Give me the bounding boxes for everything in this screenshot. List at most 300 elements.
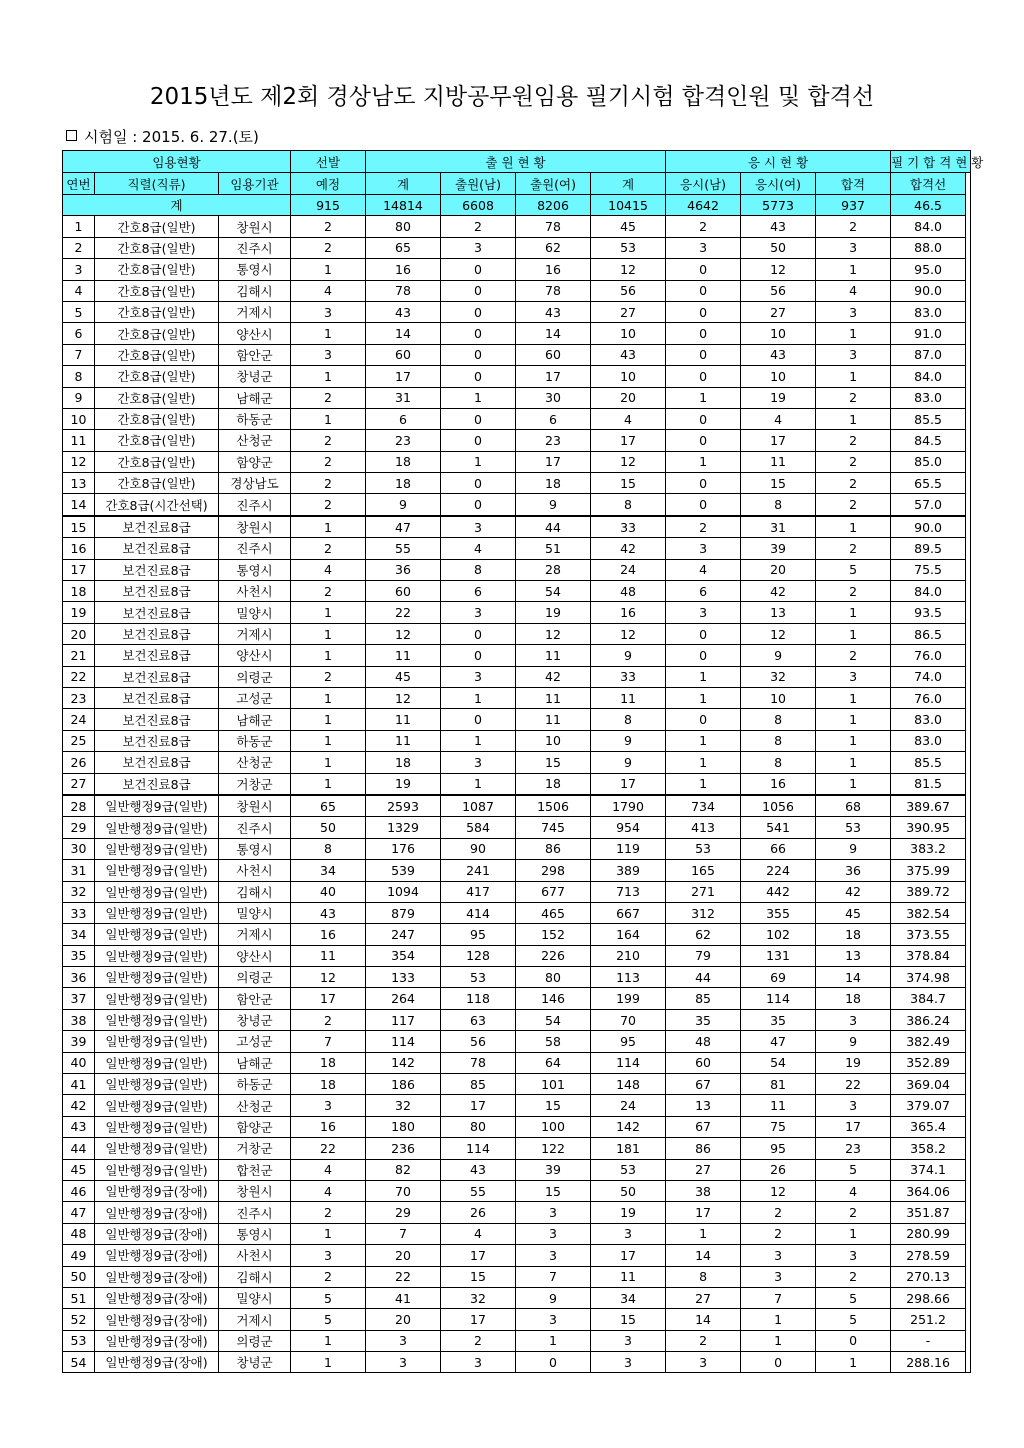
job-title: 일반행정9급(일반)	[95, 1116, 219, 1137]
applicants-total: 176	[366, 838, 441, 859]
exam-date-text: 시험일 : 2015. 6. 27.(토)	[84, 128, 259, 146]
table-row	[63, 387, 971, 408]
passed-count: 1	[816, 1223, 891, 1244]
applicants-female: 12	[516, 623, 591, 644]
examinees-total: 15	[591, 473, 666, 494]
examinees-male: 1	[666, 451, 741, 472]
examinees-female: 43	[741, 344, 816, 365]
examinees-female: 131	[741, 945, 816, 966]
applicants-female: 39	[516, 1159, 591, 1180]
job-title: 간호8급(일반)	[95, 430, 219, 451]
row-no: 28	[63, 795, 95, 817]
examinees-male: 1	[666, 666, 741, 687]
agency: 진주시	[219, 237, 291, 258]
applicants-female: 100	[516, 1116, 591, 1137]
job-title: 일반행정9급(일반)	[95, 860, 219, 881]
row-no: 43	[63, 1116, 95, 1137]
applicants-male: 4	[441, 1223, 516, 1244]
examinees-total: 56	[591, 280, 666, 301]
planned-selection: 1	[291, 408, 366, 429]
examinees-male: 3	[666, 602, 741, 623]
applicants-male: 2	[441, 216, 516, 237]
applicants-female: 3	[516, 1202, 591, 1223]
applicants-female: 9	[516, 494, 591, 516]
planned-selection: 1	[291, 516, 366, 538]
passed-count: 1	[816, 516, 891, 538]
passed-count: 3	[816, 666, 891, 687]
applicants-female: 465	[516, 902, 591, 923]
applicants-total: 78	[366, 280, 441, 301]
applicants-total: 18	[366, 451, 441, 472]
table-row	[63, 581, 971, 602]
table-row	[63, 860, 971, 881]
examinees-female: 1056	[741, 795, 816, 817]
examinees-female: 11	[741, 1095, 816, 1116]
examinees-total: 45	[591, 216, 666, 237]
row-no: 48	[63, 1223, 95, 1244]
job-title: 간호8급(일반)	[95, 387, 219, 408]
job-title: 보건진료8급	[95, 666, 219, 687]
applicants-total: 1329	[366, 817, 441, 838]
examinees-male: 2	[666, 1330, 741, 1351]
agency: 양산시	[219, 645, 291, 666]
applicants-male: 241	[441, 860, 516, 881]
applicants-total: 19	[366, 773, 441, 795]
table-row	[63, 366, 971, 387]
job-title: 일반행정9급(일반)	[95, 1074, 219, 1095]
applicants-total: 236	[366, 1138, 441, 1159]
cutoff-score: 91.0	[891, 323, 966, 344]
applicants-total: 65	[366, 237, 441, 258]
examinees-female: 13	[741, 602, 816, 623]
planned-selection: 1	[291, 602, 366, 623]
row-no: 8	[63, 366, 95, 387]
passed-count: 1	[816, 687, 891, 708]
applicants-male: 53	[441, 967, 516, 988]
row-no: 26	[63, 752, 95, 773]
table-row	[63, 451, 971, 472]
applicants-male: 4	[441, 538, 516, 559]
applicants-total: 47	[366, 516, 441, 538]
applicants-male: 0	[441, 408, 516, 429]
passed-count: 1	[816, 323, 891, 344]
applicants-female: 11	[516, 687, 591, 708]
row-no: 19	[63, 602, 95, 623]
examinees-total: 3	[591, 1352, 666, 1373]
table-row	[63, 323, 971, 344]
passed-count: 2	[816, 494, 891, 516]
applicants-male: 417	[441, 881, 516, 902]
header-exam-female: 응시(여)	[741, 173, 816, 195]
planned-selection: 2	[291, 494, 366, 516]
applicants-total: 23	[366, 430, 441, 451]
applicants-female: 9	[516, 1287, 591, 1308]
applicants-male: 1	[441, 730, 516, 751]
examinees-male: 0	[666, 280, 741, 301]
planned-selection: 16	[291, 1116, 366, 1137]
passed-count: 1	[816, 602, 891, 623]
job-title: 일반행정9급(일반)	[95, 838, 219, 859]
passed-count: 3	[816, 1009, 891, 1030]
planned-selection: 1	[291, 623, 366, 644]
examinees-total: 199	[591, 988, 666, 1009]
cutoff-score: 365.4	[891, 1116, 966, 1137]
applicants-male: 114	[441, 1138, 516, 1159]
examinees-total: 43	[591, 344, 666, 365]
passed-count: 23	[816, 1138, 891, 1159]
agency: 의령군	[219, 967, 291, 988]
planned-selection: 18	[291, 1052, 366, 1073]
applicants-total: 18	[366, 752, 441, 773]
examinees-female: 2	[741, 1223, 816, 1244]
applicants-male: 0	[441, 366, 516, 387]
examinees-female: 42	[741, 581, 816, 602]
applicants-female: 3	[516, 1223, 591, 1244]
agency: 창원시	[219, 795, 291, 817]
examinees-female: 224	[741, 860, 816, 881]
cutoff-score: 382.49	[891, 1031, 966, 1052]
passed-count: 2	[816, 430, 891, 451]
applicants-female: 122	[516, 1138, 591, 1159]
job-title: 간호8급(일반)	[95, 473, 219, 494]
examinees-male: 67	[666, 1074, 741, 1095]
table-row	[63, 838, 971, 859]
applicants-total: 264	[366, 988, 441, 1009]
passed-count: 1	[816, 773, 891, 795]
examinees-total: 15	[591, 1309, 666, 1330]
applicants-female: 298	[516, 860, 591, 881]
planned-selection: 1	[291, 773, 366, 795]
planned-selection: 2	[291, 1202, 366, 1223]
table-row	[63, 1180, 971, 1201]
examinees-female: 17	[741, 430, 816, 451]
examinees-total: 16	[591, 602, 666, 623]
cutoff-score: 386.24	[891, 1009, 966, 1030]
examinees-female: 10	[741, 366, 816, 387]
examinees-female: 47	[741, 1031, 816, 1052]
examinees-male: 1	[666, 387, 741, 408]
applicants-male: 0	[441, 623, 516, 644]
examinees-male: 6	[666, 581, 741, 602]
examinees-male: 44	[666, 967, 741, 988]
table-row	[63, 881, 971, 902]
examinees-male: 60	[666, 1052, 741, 1073]
planned-selection: 4	[291, 1159, 366, 1180]
job-title: 간호8급(일반)	[95, 408, 219, 429]
table-row	[63, 259, 971, 280]
examinees-total: 70	[591, 1009, 666, 1030]
applicants-total: 7	[366, 1223, 441, 1244]
examinees-male: 3	[666, 237, 741, 258]
header-exam: 응 시 현 황	[666, 151, 891, 173]
applicants-female: 7	[516, 1266, 591, 1287]
examinees-male: 1	[666, 773, 741, 795]
passed-count: 3	[816, 1245, 891, 1266]
passed-count: 45	[816, 902, 891, 923]
row-no: 13	[63, 473, 95, 494]
passed-count: 42	[816, 881, 891, 902]
examinees-female: 43	[741, 216, 816, 237]
examinees-total: 33	[591, 666, 666, 687]
header-app-male: 출원(남)	[441, 173, 516, 195]
applicants-total: 879	[366, 902, 441, 923]
applicants-male: 17	[441, 1309, 516, 1330]
examinees-total: 17	[591, 773, 666, 795]
examinees-male: 2	[666, 516, 741, 538]
examinees-total: 8	[591, 494, 666, 516]
header-cutoff: 합격선	[891, 173, 966, 195]
agency: 하동군	[219, 1074, 291, 1095]
job-title: 일반행정9급(장애)	[95, 1245, 219, 1266]
job-title: 일반행정9급(일반)	[95, 1159, 219, 1180]
examinees-total: 33	[591, 516, 666, 538]
passed-count: 53	[816, 817, 891, 838]
row-no: 36	[63, 967, 95, 988]
table-row	[63, 730, 971, 751]
examinees-total: 667	[591, 902, 666, 923]
passed-count: 5	[816, 1159, 891, 1180]
cutoff-score: 76.0	[891, 645, 966, 666]
passed-count: 1	[816, 752, 891, 773]
agency: 양산시	[219, 945, 291, 966]
examinees-total: 113	[591, 967, 666, 988]
job-title: 간호8급(일반)	[95, 366, 219, 387]
examinees-female: 12	[741, 1180, 816, 1201]
applicants-female: 60	[516, 344, 591, 365]
passed-count: 1	[816, 709, 891, 730]
cutoff-score: 383.2	[891, 838, 966, 859]
table-row	[63, 1287, 971, 1308]
row-no: 18	[63, 581, 95, 602]
examinees-female: 66	[741, 838, 816, 859]
job-title: 일반행정9급(일반)	[95, 881, 219, 902]
applicants-total: 1094	[366, 881, 441, 902]
table-row	[63, 473, 971, 494]
examinees-female: 3	[741, 1245, 816, 1266]
agency: 창원시	[219, 216, 291, 237]
table-row	[63, 988, 971, 1009]
applicants-total: 17	[366, 366, 441, 387]
examinees-male: 0	[666, 494, 741, 516]
examinees-female: 3	[741, 1266, 816, 1287]
planned-selection: 2	[291, 581, 366, 602]
passed-count: 2	[816, 216, 891, 237]
applicants-total: 16	[366, 259, 441, 280]
applicants-female: 19	[516, 602, 591, 623]
examinees-total: 17	[591, 430, 666, 451]
examinees-total: 50	[591, 1180, 666, 1201]
row-no: 1	[63, 216, 95, 237]
agency: 통영시	[219, 259, 291, 280]
table-row	[63, 216, 971, 237]
cutoff-score: -	[891, 1330, 966, 1351]
agency: 거제시	[219, 301, 291, 322]
examinees-male: 1	[666, 687, 741, 708]
passed-count: 14	[816, 967, 891, 988]
table-row	[63, 709, 971, 730]
row-no: 53	[63, 1330, 95, 1351]
job-title: 간호8급(일반)	[95, 216, 219, 237]
examinees-total: 142	[591, 1116, 666, 1137]
applicants-total: 247	[366, 924, 441, 945]
passed-count: 1	[816, 730, 891, 751]
passed-count: 9	[816, 838, 891, 859]
examinees-female: 15	[741, 473, 816, 494]
planned-selection: 34	[291, 860, 366, 881]
job-title: 보건진료8급	[95, 581, 219, 602]
cutoff-score: 375.99	[891, 860, 966, 881]
cutoff-score: 288.16	[891, 1352, 966, 1373]
examinees-total: 8	[591, 709, 666, 730]
examinees-male: 312	[666, 902, 741, 923]
cutoff-score: 74.0	[891, 666, 966, 687]
agency: 진주시	[219, 538, 291, 559]
examinees-female: 102	[741, 924, 816, 945]
cutoff-score: 390.95	[891, 817, 966, 838]
total-row	[63, 195, 971, 216]
passed-count: 9	[816, 1031, 891, 1052]
table-row	[63, 666, 971, 687]
applicants-female: 64	[516, 1052, 591, 1073]
cutoff-score: 384.7	[891, 988, 966, 1009]
header-row-groups	[63, 151, 971, 173]
applicants-female: 11	[516, 645, 591, 666]
planned-selection: 2	[291, 538, 366, 559]
passed-count: 2	[816, 645, 891, 666]
examinees-female: 12	[741, 623, 816, 644]
cutoff-score: 84.5	[891, 430, 966, 451]
row-no: 38	[63, 1009, 95, 1030]
planned-selection: 8	[291, 838, 366, 859]
total-cell: 915	[291, 195, 366, 216]
cutoff-score: 278.59	[891, 1245, 966, 1266]
job-title: 일반행정9급(일반)	[95, 1009, 219, 1030]
passed-count: 2	[816, 387, 891, 408]
table-row	[63, 967, 971, 988]
planned-selection: 65	[291, 795, 366, 817]
examinees-male: 271	[666, 881, 741, 902]
cutoff-score: 280.99	[891, 1223, 966, 1244]
applicants-total: 43	[366, 301, 441, 322]
applicants-total: 18	[366, 473, 441, 494]
row-no: 12	[63, 451, 95, 472]
examinees-male: 38	[666, 1180, 741, 1201]
examinees-total: 42	[591, 538, 666, 559]
applicants-female: 18	[516, 473, 591, 494]
cutoff-score: 85.5	[891, 752, 966, 773]
examinees-female: 39	[741, 538, 816, 559]
agency: 남해군	[219, 1052, 291, 1073]
examinees-male: 4	[666, 559, 741, 580]
passed-count: 4	[816, 280, 891, 301]
examinees-male: 27	[666, 1287, 741, 1308]
passed-count: 3	[816, 1095, 891, 1116]
applicants-total: 180	[366, 1116, 441, 1137]
applicants-male: 3	[441, 602, 516, 623]
examinees-total: 95	[591, 1031, 666, 1052]
applicants-total: 70	[366, 1180, 441, 1201]
passed-count: 18	[816, 924, 891, 945]
applicants-total: 20	[366, 1309, 441, 1330]
applicants-total: 41	[366, 1287, 441, 1308]
row-no: 3	[63, 259, 95, 280]
row-no: 27	[63, 773, 95, 795]
examinees-male: 2	[666, 216, 741, 237]
applicants-female: 14	[516, 323, 591, 344]
cutoff-score: 374.98	[891, 967, 966, 988]
job-title: 일반행정9급(장애)	[95, 1352, 219, 1373]
applicants-total: 22	[366, 1266, 441, 1287]
examinees-total: 53	[591, 237, 666, 258]
agency: 통영시	[219, 559, 291, 580]
cutoff-score: 382.54	[891, 902, 966, 923]
applicants-male: 1	[441, 773, 516, 795]
planned-selection: 2	[291, 451, 366, 472]
applicants-female: 15	[516, 752, 591, 773]
cutoff-score: 374.1	[891, 1159, 966, 1180]
applicants-total: 2593	[366, 795, 441, 817]
examinees-total: 9	[591, 752, 666, 773]
planned-selection: 1	[291, 687, 366, 708]
examinees-total: 48	[591, 581, 666, 602]
job-title: 보건진료8급	[95, 773, 219, 795]
applicants-total: 60	[366, 344, 441, 365]
table-row	[63, 1116, 971, 1137]
passed-count: 5	[816, 1287, 891, 1308]
row-no: 52	[63, 1309, 95, 1330]
applicants-female: 86	[516, 838, 591, 859]
agency: 경상남도	[219, 473, 291, 494]
planned-selection: 2	[291, 387, 366, 408]
examinees-female: 2	[741, 1202, 816, 1223]
planned-selection: 43	[291, 902, 366, 923]
examinees-total: 53	[591, 1159, 666, 1180]
applicants-male: 78	[441, 1052, 516, 1073]
examinees-female: 8	[741, 709, 816, 730]
job-title: 보건진료8급	[95, 602, 219, 623]
passed-count: 68	[816, 795, 891, 817]
applicants-male: 55	[441, 1180, 516, 1201]
table-row	[63, 301, 971, 322]
planned-selection: 12	[291, 967, 366, 988]
row-no: 14	[63, 494, 95, 516]
examinees-total: 24	[591, 1095, 666, 1116]
agency: 거창군	[219, 773, 291, 795]
applicants-female: 51	[516, 538, 591, 559]
planned-selection: 1	[291, 752, 366, 773]
square-bullet-icon	[66, 130, 77, 141]
table-row	[63, 1074, 971, 1095]
examinees-female: 11	[741, 451, 816, 472]
planned-selection: 3	[291, 1095, 366, 1116]
examinees-male: 79	[666, 945, 741, 966]
examinees-male: 0	[666, 645, 741, 666]
examinees-total: 20	[591, 387, 666, 408]
table-row	[63, 559, 971, 580]
applicants-female: 18	[516, 773, 591, 795]
applicants-female: 11	[516, 709, 591, 730]
examinees-total: 4	[591, 408, 666, 429]
applicants-total: 133	[366, 967, 441, 988]
cutoff-score: 84.0	[891, 216, 966, 237]
table-body	[63, 216, 971, 1373]
job-title: 간호8급(시간선택)	[95, 494, 219, 516]
applicants-total: 82	[366, 1159, 441, 1180]
planned-selection: 1	[291, 366, 366, 387]
applicants-total: 11	[366, 645, 441, 666]
row-no: 45	[63, 1159, 95, 1180]
examinees-female: 81	[741, 1074, 816, 1095]
